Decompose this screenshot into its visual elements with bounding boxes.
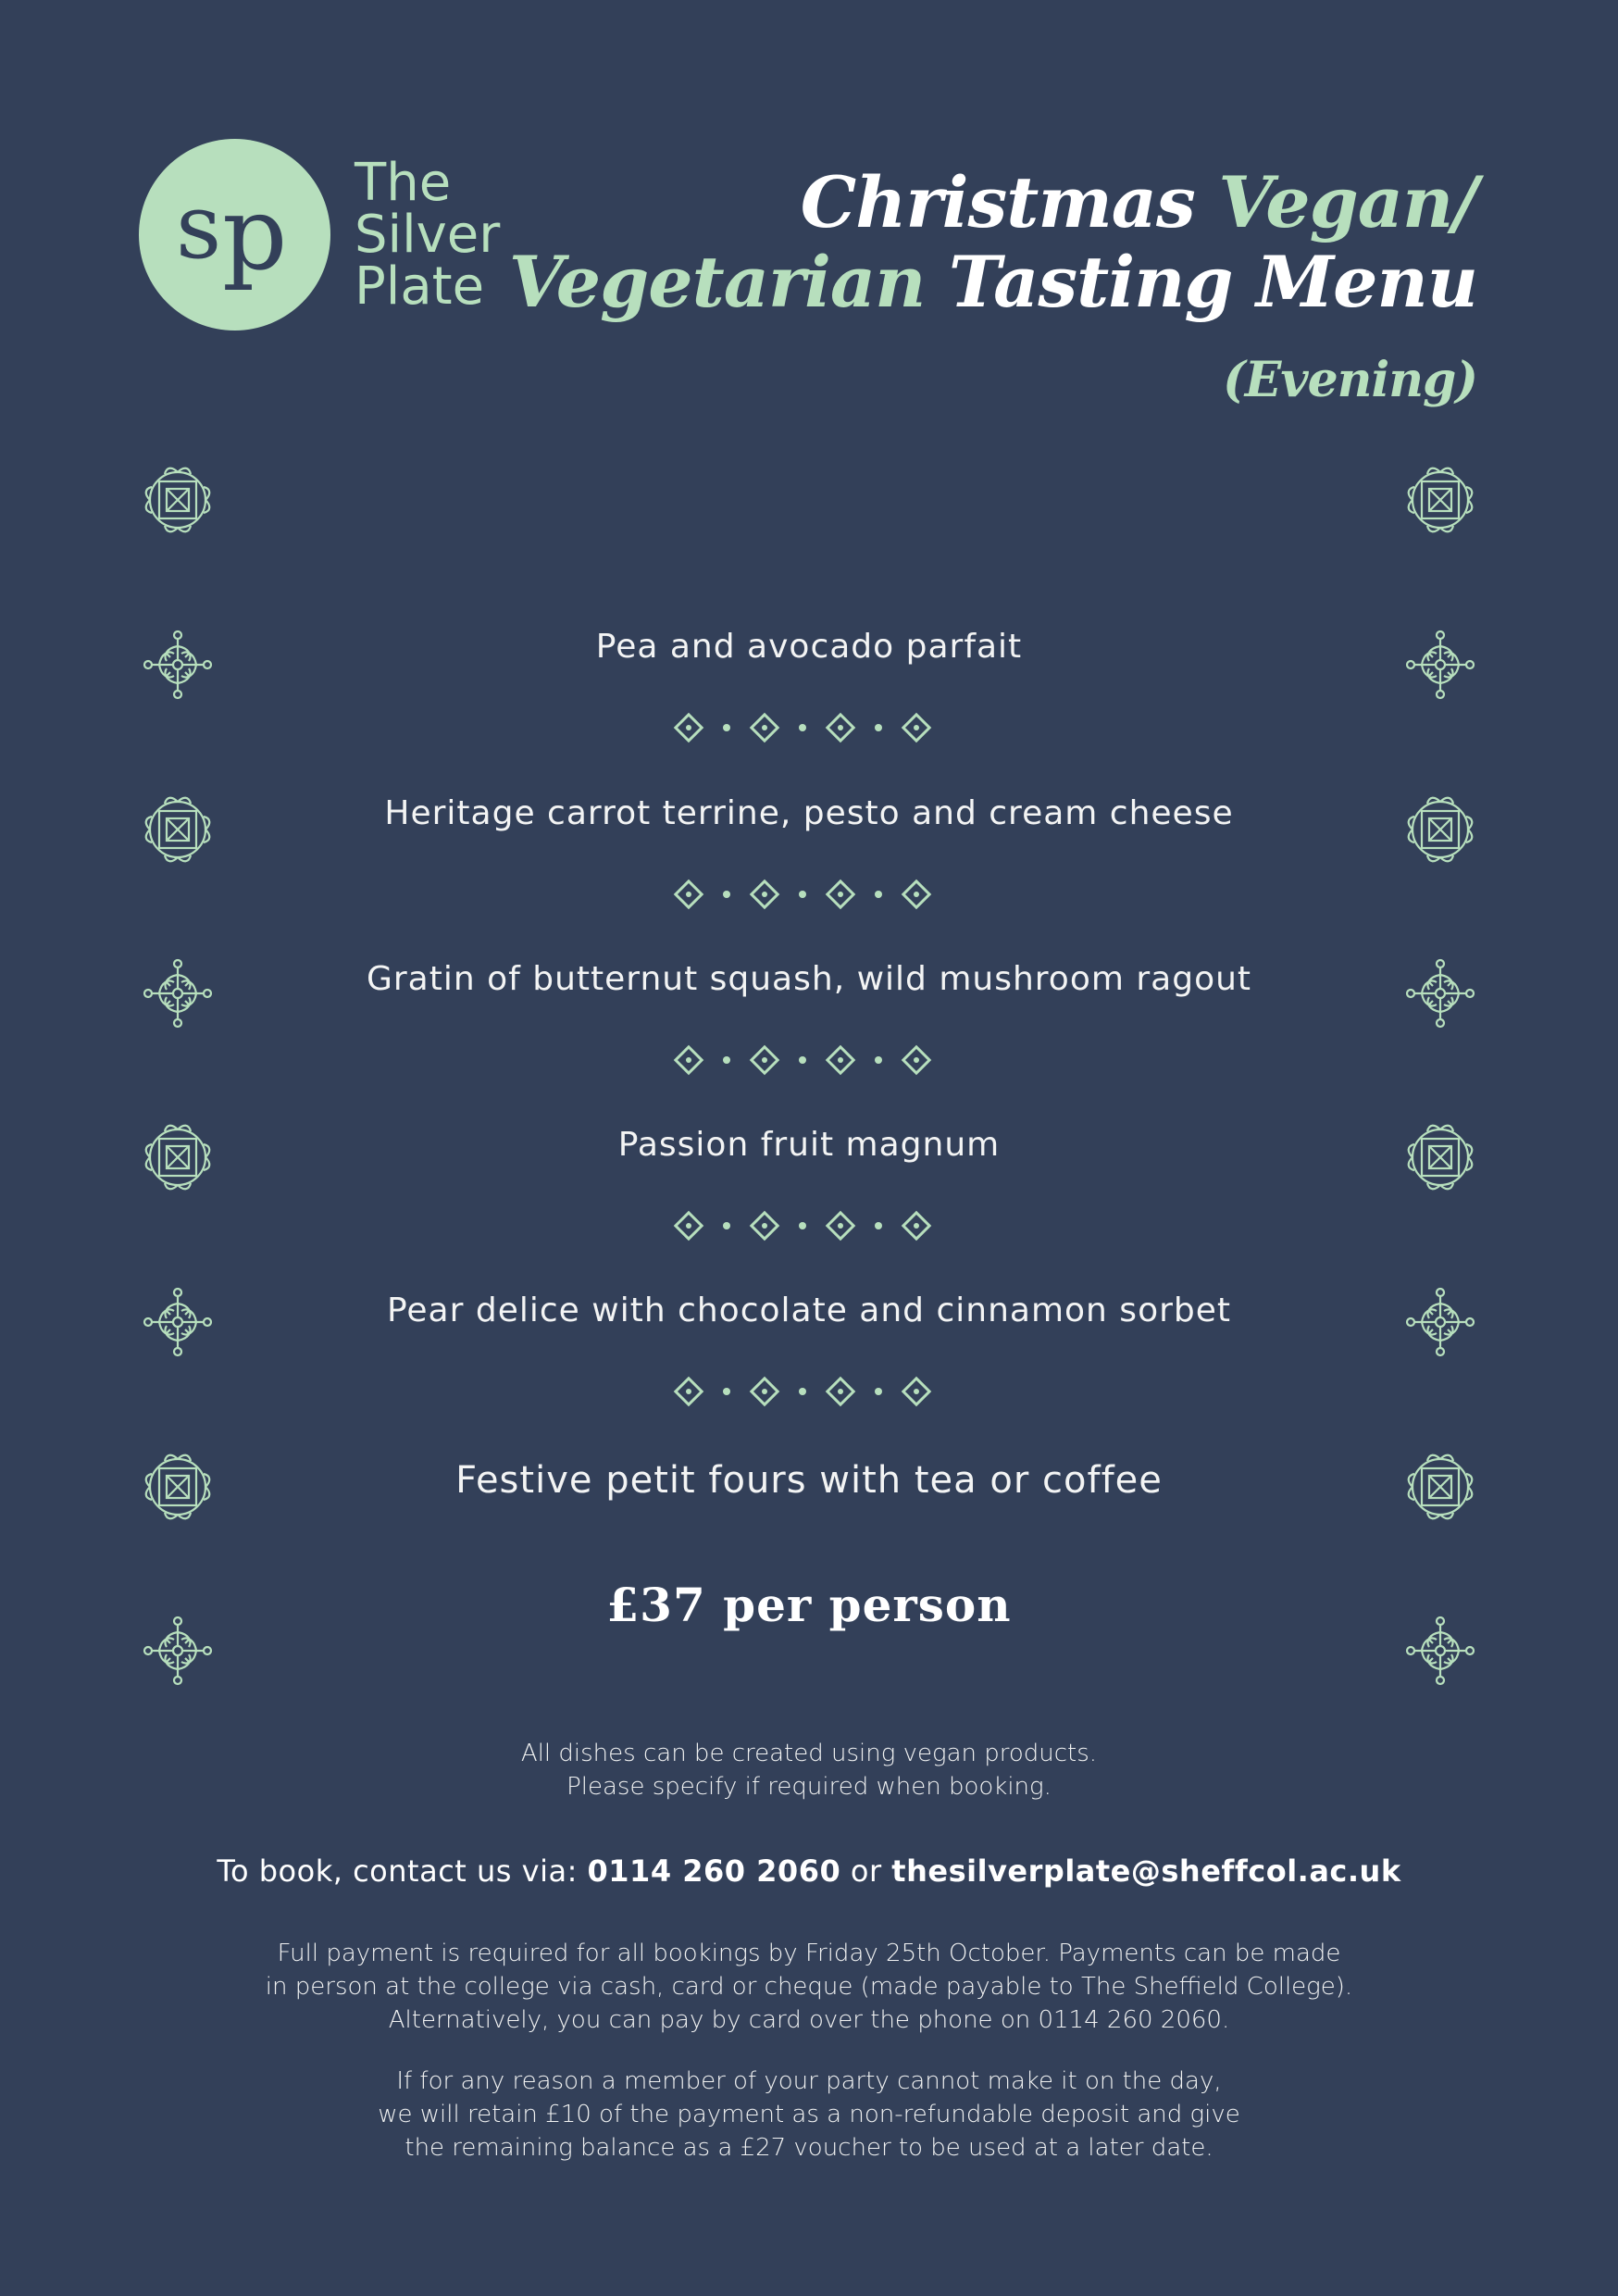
price: £37 per person: [606, 1578, 1012, 1632]
vegan-note: [0, 1737, 1618, 1803]
svg-text:p: p: [222, 174, 288, 293]
brand-logo: [139, 139, 500, 331]
divider-diamond-icon: [670, 709, 948, 746]
note-line: If for any reason a member of your party cannot make it on the day,: [396, 2067, 1222, 2095]
booking-contact: [0, 1853, 1618, 1889]
brand-name-line: The: [355, 152, 452, 213]
refund-note: [0, 2065, 1618, 2165]
title-part: Vegetarian: [508, 241, 926, 323]
menu-dish: Passion fruit magnum: [617, 1126, 1001, 1164]
note-line: All dishes can be created using vegan products.: [520, 1740, 1098, 1767]
menu-dish: Festive petit fours with tea or coffee: [455, 1459, 1163, 1502]
svg-text:s: s: [176, 175, 222, 279]
payment-note: [0, 1937, 1618, 2037]
note-line: the remaining balance as a £27 voucher to be used at a later date.: [404, 2134, 1214, 2162]
contact-email[interactable]: thesilverplate@sheffcol.ac.uk: [891, 1853, 1401, 1889]
ornament-square-icon: [1401, 461, 1479, 539]
divider-diamond-icon: [670, 1373, 948, 1410]
brand-name: [355, 152, 501, 317]
note-line: Please specify if required when booking.: [566, 1773, 1052, 1801]
contact-prefix: To book, contact us via:: [217, 1853, 578, 1889]
divider-diamond-icon: [670, 876, 948, 913]
brand-name-line: Plate: [355, 256, 485, 317]
note-line: in person at the college via cash, card or cheque (made payable to The Sheffield College).: [265, 1973, 1353, 2001]
logo-monogram-icon: [139, 139, 330, 331]
note-line: Alternatively, you can pay by card over the phone on 0114 260 2060.: [388, 2006, 1230, 2034]
title-part: Vegan/: [1218, 161, 1477, 243]
note-line: we will retain £10 of the payment as a non-refundable deposit and give: [378, 2101, 1240, 2128]
divider-diamond-icon: [670, 1042, 948, 1079]
menu-dish: Pear delice with chocolate and cinnamon sorbet: [386, 1292, 1232, 1329]
menu-dish: Gratin of butternut squash, wild mushroom ragout: [366, 960, 1252, 998]
menu-dish: Pea and avocado parfait: [595, 628, 1023, 666]
title-part: Tasting Menu: [948, 241, 1477, 323]
page-subtitle: (Evening): [1223, 352, 1477, 408]
ornament-square-icon: [139, 461, 217, 539]
contact-or: or: [850, 1853, 882, 1889]
note-line: Full payment is required for all bookings by Friday 25th October. Payments can be made: [277, 1940, 1341, 1967]
brand-name-line: Silver: [355, 204, 501, 265]
title-part: Christmas: [800, 161, 1195, 243]
page-title: [509, 163, 1477, 322]
contact-phone[interactable]: 0114 260 2060: [587, 1853, 841, 1889]
divider-diamond-icon: [670, 1207, 948, 1244]
menu-dish: Heritage carrot terrine, pesto and cream cheese: [384, 794, 1234, 832]
